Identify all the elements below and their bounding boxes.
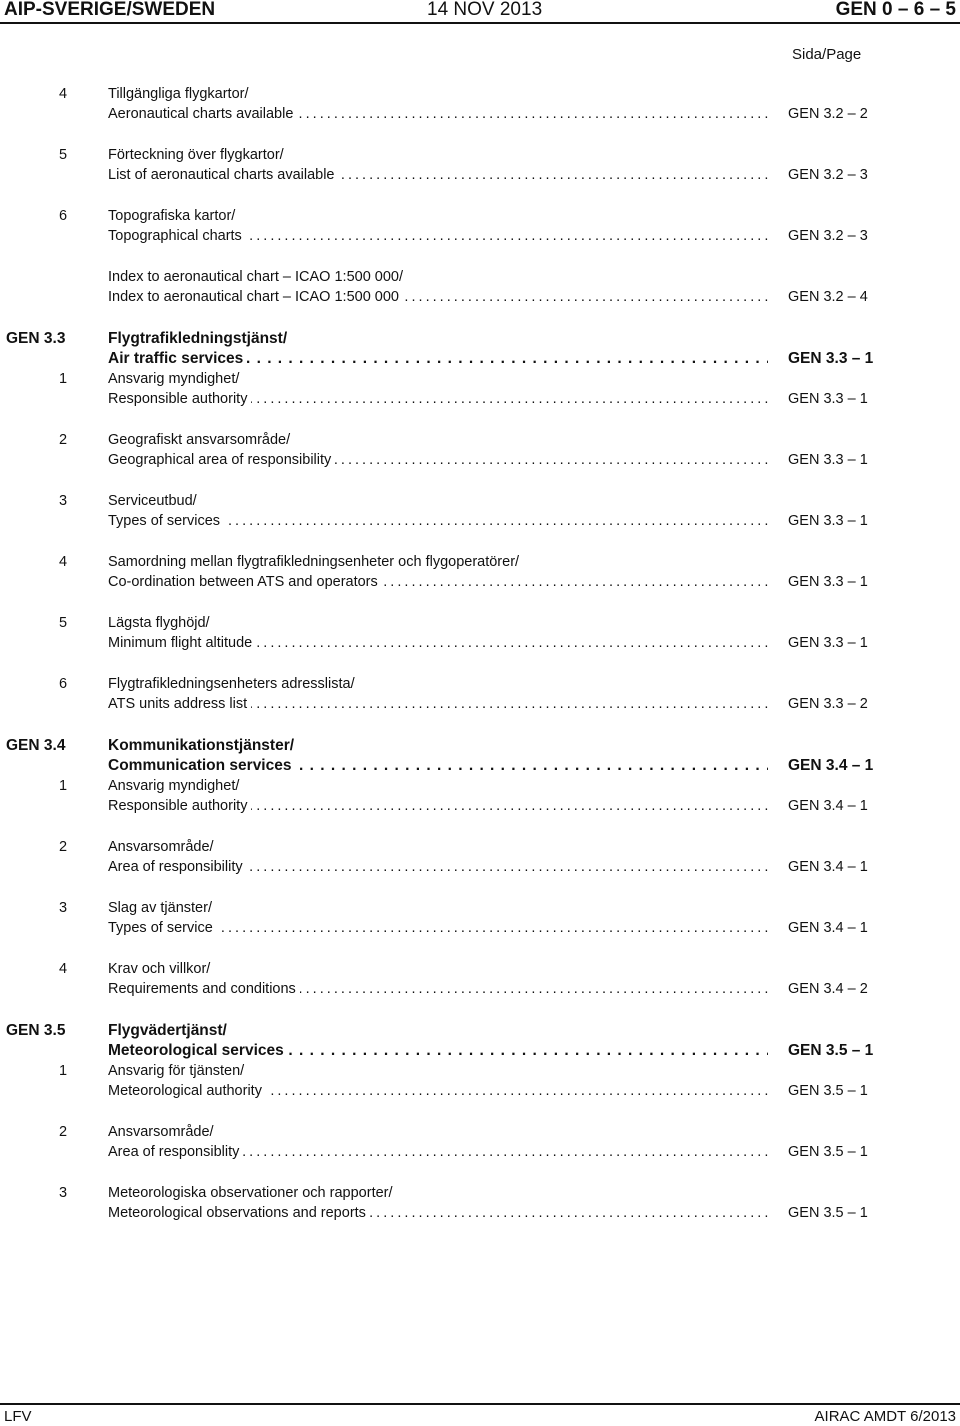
entry-title-en: Types of services . . . (108, 513, 768, 529)
section-code: GEN 3.4 (6, 737, 66, 754)
entry-title-sv: Ansvarsområde/ (108, 839, 214, 855)
toc-entry (0, 676, 960, 717)
entry-title-sv: Samordning mellan flygtrafikledningsenheter och flygoperatörer/ (108, 554, 520, 570)
page-footer (0, 1408, 960, 1426)
toc-entry (0, 554, 960, 595)
entry-title-sv: Geografiskt ansvarsområde/ (108, 432, 291, 448)
entry-number: 4 (59, 961, 68, 977)
section-title-sv: Flygtrafikledningstjänst/ (108, 330, 288, 347)
section-code: GEN 3.3 (6, 330, 66, 347)
entry-number: 5 (59, 615, 68, 631)
entry-page-ref[interactable]: GEN 3.2 – 4 (788, 289, 868, 305)
toc-entry (0, 432, 960, 473)
entry-page-ref[interactable]: GEN 3.4 – 1 (788, 859, 868, 875)
entry-number: 3 (59, 1185, 68, 1201)
section-title-sv: Kommunikationstjänster/ (108, 737, 295, 754)
entry-title-en: Co-ordination between ATS and operators . . . (108, 574, 768, 590)
entry-title-en: Meteorological observations and reports . . . (108, 1205, 768, 1221)
entry-number: 5 (59, 147, 68, 163)
toc-entry (0, 147, 960, 188)
entry-title-en: Responsible authority . . . (108, 798, 768, 814)
entry-number: 1 (59, 1063, 68, 1079)
section-page-ref[interactable]: GEN 3.5 – 1 (788, 1042, 874, 1059)
entry-number: 3 (59, 493, 68, 509)
toc-entry (0, 86, 960, 127)
footer-amendment: AIRAC AMDT 6/2013 (814, 1408, 956, 1425)
entry-page-ref[interactable]: GEN 3.3 – 1 (788, 391, 868, 407)
entry-title-sv: Flygtrafikledningsenheters adresslista/ (108, 676, 355, 692)
toc-entry (0, 1063, 960, 1104)
section-title-en: Air traffic services . . . (108, 350, 768, 368)
entry-title-en: Aeronautical charts available . . . (108, 106, 768, 122)
entry-title-en: List of aeronautical charts available . . . (108, 167, 768, 183)
entry-title-en: Meteorological authority . . . (108, 1083, 768, 1099)
header-page-number: GEN 0 – 6 – 5 (835, 0, 956, 20)
toc-entry (0, 493, 960, 534)
toc-entry (0, 839, 960, 880)
entry-page-ref[interactable]: GEN 3.4 – 1 (788, 798, 868, 814)
entry-title-en: Area of responsibility . . . (108, 859, 768, 875)
toc-entry (0, 615, 960, 656)
entry-title-en: Geographical area of responsibility . . . (108, 452, 768, 468)
entry-title-en: Index to aeronautical chart – ICAO 1:500 000 . . . (108, 289, 768, 305)
entry-number: 4 (59, 86, 68, 102)
entry-title-en: Responsible authority . . . (108, 391, 768, 407)
toc-entry (0, 371, 960, 412)
toc-entry (0, 269, 960, 310)
entry-number: 1 (59, 371, 68, 387)
footer-rule (0, 1403, 960, 1405)
entry-title-en: Topographical charts . . . (108, 228, 768, 244)
entry-title-en: Minimum flight altitude . . . (108, 635, 768, 651)
entry-title-sv: Slag av tjänster/ (108, 900, 212, 916)
entry-number: 6 (59, 676, 68, 692)
toc-entry (0, 208, 960, 249)
entry-number: 6 (59, 208, 68, 224)
toc-entry (0, 1124, 960, 1165)
entry-title-sv: Meteorologiska observationer och rapporter/ (108, 1185, 393, 1201)
section-code: GEN 3.5 (6, 1022, 66, 1039)
page-header (0, 0, 960, 22)
header-date: 14 NOV 2013 (427, 0, 543, 20)
section-heading (0, 737, 960, 778)
entry-title-en: Area of responsiblity . . . (108, 1144, 768, 1160)
entry-title-sv: Topografiska kartor/ (108, 208, 236, 224)
entry-page-ref[interactable]: GEN 3.5 – 1 (788, 1083, 868, 1099)
entry-page-ref[interactable]: GEN 3.2 – 3 (788, 167, 868, 183)
entry-page-ref[interactable]: GEN 3.3 – 1 (788, 635, 868, 651)
entry-page-ref[interactable]: GEN 3.3 – 1 (788, 452, 868, 468)
entry-title-sv: Tillgängliga flygkartor/ (108, 86, 249, 102)
entry-page-ref[interactable]: GEN 3.3 – 1 (788, 574, 868, 590)
entry-number: 2 (59, 432, 68, 448)
entry-title-sv: Ansvarsområde/ (108, 1124, 214, 1140)
header-publication: AIP-SVERIGE/SWEDEN (4, 0, 216, 20)
entry-number: 2 (59, 1124, 68, 1140)
entry-page-ref[interactable]: GEN 3.2 – 2 (788, 106, 868, 122)
entry-page-ref[interactable]: GEN 3.3 – 1 (788, 513, 868, 529)
entry-page-ref[interactable]: GEN 3.4 – 2 (788, 981, 868, 997)
toc-entry (0, 961, 960, 1002)
entry-page-ref[interactable]: GEN 3.5 – 1 (788, 1205, 868, 1221)
entry-number: 4 (59, 554, 68, 570)
entry-title-en: ATS units address list . . . (108, 696, 768, 712)
entry-title-sv: Lägsta flyghöjd/ (108, 615, 210, 631)
entry-title-sv: Förteckning över flygkartor/ (108, 147, 284, 163)
section-heading (0, 330, 960, 371)
entry-number: 2 (59, 839, 68, 855)
header-rule (0, 22, 960, 24)
section-heading (0, 1022, 960, 1063)
toc-entry (0, 1185, 960, 1226)
footer-issuer: LFV (4, 1408, 32, 1425)
section-title-sv: Flygvädertjänst/ (108, 1022, 227, 1039)
table-of-contents (0, 86, 960, 1246)
entry-title-sv: Serviceutbud/ (108, 493, 197, 509)
entry-title-sv: Ansvarig för tjänsten/ (108, 1063, 245, 1079)
column-label: Sida/Page (792, 46, 862, 63)
entry-title-sv: Index to aeronautical chart – ICAO 1:500 000/ (108, 269, 404, 285)
section-page-ref[interactable]: GEN 3.3 – 1 (788, 350, 874, 367)
entry-number: 3 (59, 900, 68, 916)
entry-title-en: Requirements and conditions . . . (108, 981, 768, 997)
entry-page-ref[interactable]: GEN 3.3 – 2 (788, 696, 868, 712)
entry-title-sv: Ansvarig myndighet/ (108, 371, 240, 387)
entry-title-sv: Krav och villkor/ (108, 961, 211, 977)
toc-entry (0, 778, 960, 819)
entry-page-ref[interactable]: GEN 3.2 – 3 (788, 228, 868, 244)
entry-page-ref[interactable]: GEN 3.4 – 1 (788, 920, 868, 936)
entry-title-sv: Ansvarig myndighet/ (108, 778, 240, 794)
section-title-en: Communication services . . . (108, 757, 768, 775)
entry-number: 1 (59, 778, 68, 794)
entry-page-ref[interactable]: GEN 3.5 – 1 (788, 1144, 868, 1160)
entry-title-en: Types of service . . . (108, 920, 768, 936)
section-page-ref[interactable]: GEN 3.4 – 1 (788, 757, 874, 774)
section-title-en: Meteorological services . . . (108, 1042, 768, 1060)
toc-entry (0, 900, 960, 941)
